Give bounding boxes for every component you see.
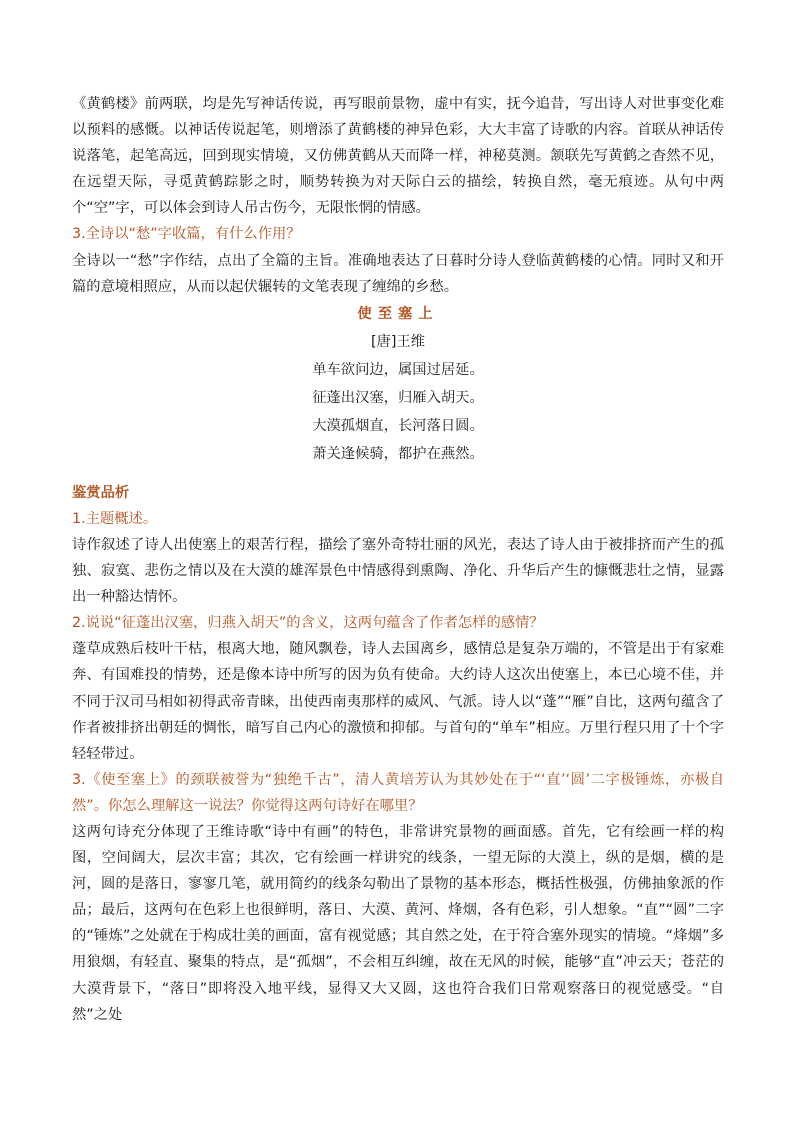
- spacer: [72, 468, 724, 480]
- poem-title: 使至塞上: [357, 305, 439, 322]
- appreciation-heading: 鉴赏品析: [72, 484, 130, 501]
- appreciation-question-3: 3.《使至塞上》的颈联被誉为“独绝千古”，清人黄培芳认为其妙处在于“‘直’‘圆’二字极锤炼，亦极自然”。你怎么理解这一说法？你觉得这两句诗好在哪里？: [72, 771, 724, 814]
- poem-line: 萧关逢候骑，都护在燕然。: [312, 445, 484, 462]
- appreciation-question-1: 1.主题概述。: [72, 510, 158, 527]
- appreciation-answer-2: 蓬草成熟后枝叶干枯，根离大地，随风飘卷，诗人去国离乡，感情总是复杂万端的，不管是出于有家难奔、有国难投的情势，还是像本诗中所写的因为负有使命。大约诗人这次出使塞上，本已心境不佳，并不同于汉司马相如初得武帝青睐，出使西南夷那样的威风、气派。诗人以“蓬”“雁”自比，这两句蕴含了作者被排挤出朝廷的惆怅，暗写自己内心的激愤和抑郁。与首句的“单车”相应。万里行程只用了十个字轻轻带过。: [72, 641, 724, 762]
- question-3-heading: 3.全诗以“愁”字收篇，有什么作用？: [72, 226, 301, 243]
- appreciation-answer-1: 诗作叙述了诗人出使塞上的艰苦行程，描绘了塞外奇特壮丽的风光，表达了诗人由于被排挤而产生的孤独、寂寞、悲伤之情以及在大漠的雄浑景色中情感得到熏陶、净化、升华后产生的慷慨悲壮之情，显露出一种豁达情怀。: [72, 536, 724, 606]
- answer-3-paragraph: 全诗以一“愁”字作结，点出了全篇的主旨。准确地表达了日暮时分诗人登临黄鹤楼的心情。同时又和开篇的意境相照应，从而以起伏辗转的文笔表现了缠绵的乡愁。: [72, 252, 724, 295]
- appreciation-answer-3: 这两句诗充分体现了王维诗歌“诗中有画”的特色，非常讲究景物的画面感。首先，它有绘画一样的构图，空间阔大，层次丰富；其次，它有绘画一样讲究的线条，一望无际的大漠上，纵的是烟，横的是河，圆的是落日，寥寥几笔，就用简约的线条勾勒出了景物的基本形态，概括性极强，仿佛抽象派的作品；最后，这两句在色彩上也很鲜明，落日、大漠、黄河、烽烟，各有色彩，引人想象。“直”“圆”二字的“锤炼”之处就在于构成壮美的画面，富有视觉感；其自然之处，在于符合塞外现实的情境。“烽烟”多用狼烟，有轻直、聚集的特点，是“孤烟”，不会相互纠缠，故在无风的时候，能够“直”冲云天；苍茫的大漠背景下，“落日”即将没入地平线，显得又大又圆，这也符合我们日常观察落日的视觉感受。“自然”之处: [72, 823, 724, 1023]
- poem-block: [72, 300, 724, 468]
- poem-line: 单车欲问边，属国过居延。: [312, 361, 484, 378]
- poem-line: 征蓬出汉塞，归雁入胡天。: [312, 389, 484, 406]
- intro-paragraph: 《黄鹤楼》前两联，均是先写神话传说，再写眼前景物，虚中有实，抚今追昔，写出诗人对世事变化难以预料的感慨。以神话传说起笔，则增添了黄鹤楼的神异色彩，大大丰富了诗歌的内容。首联从神话传说落笔，起笔高远，回到现实情境，又仿佛黄鹤从天而降一样，神秘莫测。颔联先写黄鹤之杳然不见，在远望天际，寻觅黄鹤踪影之时，顺势转换为对天际白云的描绘，转换自然，毫无痕迹。从句中两个“空”字，可以体会到诗人吊古伤今，无限怅惘的情感。: [72, 96, 724, 217]
- poem-line: 大漠孤烟直，长河落日圆。: [312, 417, 484, 434]
- page-content: [72, 91, 724, 1028]
- appreciation-question-2: 2.说说“征蓬出汉塞，归燕入胡天”的含义，这两句蕴含了作者怎样的感情？: [72, 615, 544, 632]
- poem-author: [唐]王维: [370, 333, 426, 350]
